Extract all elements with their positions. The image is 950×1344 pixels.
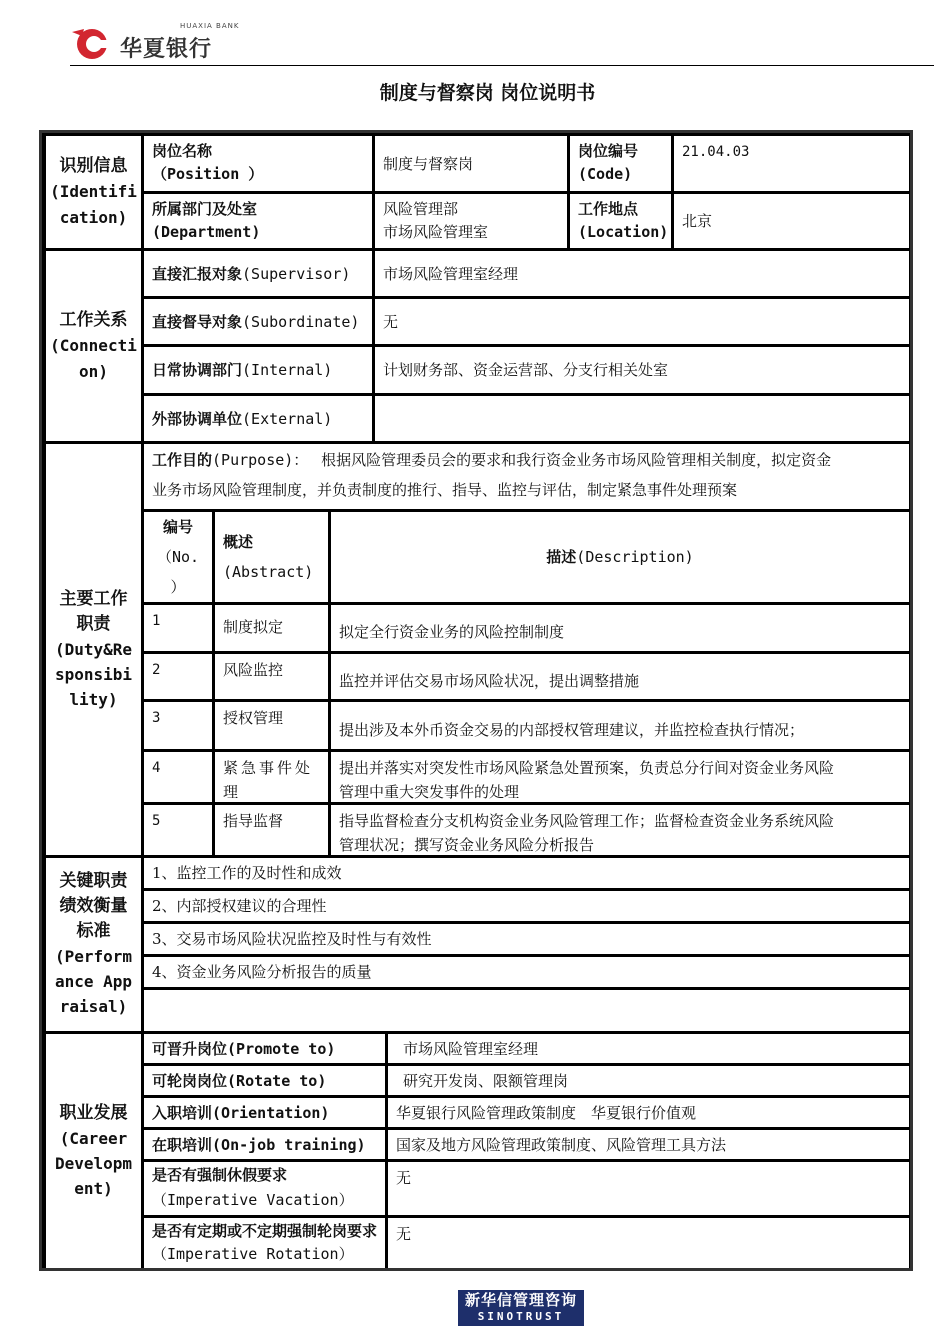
connection-label-en: (Internal) (242, 361, 333, 379)
purpose-text-line-1: 根据风险管理委员会的要求和我行资金业务市场风险管理相关制度，拟定资金 (321, 451, 832, 469)
duty-item-desc-line-2: 管理状况；撰写资金业务风险分析报告 (339, 836, 595, 854)
career-label: 入职培训 (152, 1103, 213, 1122)
career-label: 是否有强制休假要求 (152, 1166, 288, 1184)
connection-label: 直接汇报对象 (152, 264, 243, 283)
brand-chinese-name: 华夏银行 (120, 37, 213, 62)
career-label-en: (Promote to) (227, 1039, 336, 1058)
section-career (46, 1034, 141, 1268)
duty-item-desc-line-1: 提出并落实对突发性市场风险紧急处置预案，负责总分行间对资金业务风险 (339, 759, 835, 777)
sinotrust-logo (458, 1290, 584, 1326)
connection-value-supervisor: 市场风险管理室经理 (375, 251, 909, 296)
connection-label: 外部协调单位 (152, 409, 243, 428)
position-label (144, 136, 372, 191)
location-label (570, 194, 671, 248)
duty-item-desc: 提出涉及本外币资金交易的内部授权管理建议，并监控检查执行情况； (331, 702, 909, 749)
section-duty-en: (Duty&Responsibility) (54, 639, 133, 709)
career-label-en: （Imperative Vacation） (152, 1191, 354, 1209)
performance-item: 3、交易市场风险状况监控及时性与有效性 (144, 924, 909, 954)
career-label-en: （Imperative Rotation） (152, 1245, 354, 1263)
location-label-en: (Location) (578, 223, 669, 241)
career-label: 可轮岗岗位 (152, 1071, 228, 1090)
career-label: 可晋升岗位 (152, 1039, 228, 1058)
section-connection-en: (Connection) (50, 335, 137, 381)
career-label: 是否有定期或不定期强制轮岗要求 (152, 1222, 378, 1240)
position-label-cn: 岗位名称 (152, 142, 213, 160)
connection-row-subordinate (144, 299, 372, 344)
connection-value-external (375, 396, 909, 441)
department-value (375, 194, 567, 248)
duty-col-abstract-header (215, 512, 328, 602)
section-performance-title: 关键职责绩效衡量标准 (59, 871, 128, 941)
duty-item-abstract: 紧急事件处理 (215, 752, 328, 802)
connection-label-en: (Subordinate) (242, 312, 360, 331)
code-label-cn: 岗位编号 (578, 142, 639, 160)
connection-row-external (144, 396, 372, 441)
sinotrust-chinese-name: 新华信管理咨询 (464, 1291, 577, 1309)
huaxia-bank-logo-mark-icon (70, 26, 114, 60)
location-value-text: 北京 (682, 212, 713, 230)
col-abstract-en: (Abstract) (223, 563, 314, 581)
career-value-onjob: 国家及地方风险管理政策制度、风险管理工具方法 (388, 1130, 909, 1159)
col-no-en: （No. (156, 548, 200, 566)
location-value (674, 194, 909, 248)
department-label-cn: 所属部门及处室 (152, 200, 258, 218)
connection-label: 直接督导对象 (152, 312, 243, 331)
duty-item-desc: 拟定全行资金业务的风险控制制度 (331, 605, 909, 651)
career-value-vacation: 无 (388, 1162, 909, 1215)
duty-item-no: 4 (144, 752, 212, 802)
duty-item-abstract: 风险监控 (215, 654, 328, 699)
career-row-rotation (144, 1218, 385, 1268)
career-row-vacation (144, 1162, 385, 1215)
col-no-en-close: ） (170, 578, 186, 596)
brand-english-name: HUAXIA BANK (180, 22, 240, 30)
section-duty-title: 主要工作职责 (59, 588, 128, 634)
section-duty (46, 444, 141, 855)
connection-value-internal: 计划财务部、资金运营部、分支行相关处室 (375, 347, 909, 393)
career-row-rotate (144, 1066, 385, 1095)
career-value-promote: 市场风险管理室经理 (388, 1034, 909, 1063)
purpose-block (144, 444, 909, 509)
section-connection (46, 251, 141, 441)
career-label-en: (Rotate to) (227, 1071, 327, 1090)
section-career-en: (Career Development) (54, 1128, 133, 1198)
col-no-cn: 编号 (162, 518, 193, 536)
purpose-text-line-2: 业务市场风险管理制度，并负责制度的推行、指导、监控与评估，制定紧急事件处理预案 (152, 481, 738, 499)
career-value-rotate: 研究开发岗、限额管理岗 (388, 1066, 909, 1095)
career-label: 在职培训 (152, 1135, 213, 1154)
duty-item-abstract: 制度拟定 (215, 605, 328, 651)
purpose-label-en: (Purpose)： (212, 451, 309, 469)
connection-row-internal (144, 347, 372, 393)
huaxia-bank-logo (70, 22, 240, 64)
col-desc-en: (Description) (576, 548, 694, 566)
section-identification-title: 识别信息 (59, 155, 128, 176)
position-value (375, 136, 567, 191)
department-label (144, 194, 372, 248)
department-value-line-1: 风险管理部 (383, 200, 459, 218)
position-label-en: （Position ） (152, 165, 264, 183)
performance-item: 1、监控工作的及时性和成效 (144, 858, 909, 888)
section-career-title: 职业发展 (59, 1102, 128, 1123)
performance-item (144, 990, 909, 1031)
department-label-en: (Department) (152, 223, 261, 241)
duty-item-desc-line-1: 指导监督检查分支机构资金业务风险管理工作；监督检查资金业务系统风险 (339, 812, 835, 830)
duty-col-desc-header (331, 512, 909, 602)
sinotrust-english-name: SINOTRUST (477, 1310, 565, 1323)
career-row-promote (144, 1034, 385, 1063)
duty-item-no: 5 (144, 805, 212, 855)
career-row-orientation (144, 1098, 385, 1127)
duty-item-no: 1 (144, 605, 212, 651)
section-identification-en: (Identification) (50, 181, 137, 227)
career-row-onjob (144, 1130, 385, 1159)
duty-item-desc: 监控并评估交易市场风险状况，提出调整措施 (331, 654, 909, 699)
duty-item-desc-line-2: 管理中重大突发事件的处理 (339, 783, 520, 801)
performance-item: 2、内部授权建议的合理性 (144, 891, 909, 921)
col-desc-cn: 描述 (546, 548, 577, 566)
code-label-en: (Code) (578, 165, 633, 183)
job-description-form (39, 130, 913, 1271)
department-value-line-2: 市场风险管理室 (383, 223, 489, 241)
duty-col-no-header (144, 512, 212, 602)
document-title: 制度与督察岗 岗位说明书 (379, 82, 596, 104)
code-label (570, 136, 671, 191)
duty-item-no: 2 (144, 654, 212, 699)
duty-item-no: 3 (144, 702, 212, 749)
career-label-en: (Orientation) (212, 1103, 330, 1122)
connection-label: 日常协调部门 (152, 361, 243, 379)
section-performance-en: (Performance Appraisal) (54, 947, 133, 1016)
section-connection-title: 工作关系 (59, 309, 128, 330)
location-label-cn: 工作地点 (578, 200, 639, 218)
connection-label-en: (External) (242, 409, 333, 428)
header-divider (70, 65, 934, 66)
connection-row-supervisor (144, 251, 372, 296)
col-abstract-cn: 概述 (223, 533, 254, 551)
performance-item: 4、资金业务风险分析报告的质量 (144, 957, 909, 987)
duty-item-desc (331, 752, 909, 802)
code-value: 21.04.03 (674, 136, 909, 191)
section-performance (46, 858, 141, 1031)
connection-value-subordinate: 无 (375, 299, 909, 344)
duty-item-desc (331, 805, 909, 855)
career-value-orientation: 华夏银行风险管理政策制度 华夏银行价值观 (388, 1098, 909, 1127)
position-value-text: 制度与督察岗 (383, 154, 474, 173)
section-identification (46, 136, 141, 248)
duty-item-abstract: 指导监督 (215, 805, 328, 855)
purpose-label: 工作目的 (152, 451, 213, 469)
career-value-rotation: 无 (388, 1218, 909, 1268)
duty-item-abstract: 授权管理 (215, 702, 328, 749)
career-label-en: (On-job training) (212, 1135, 366, 1154)
connection-label-en: (Supervisor) (242, 264, 351, 283)
